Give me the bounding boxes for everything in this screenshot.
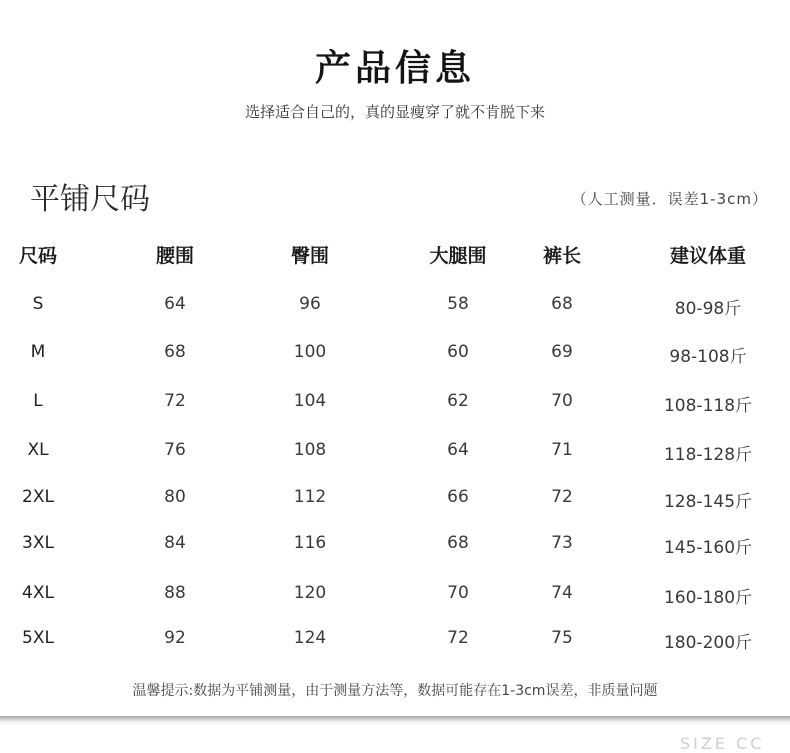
table-cell-length: 75	[551, 628, 573, 648]
column-header-length: 裤长	[542, 245, 582, 267]
table-cell-weight: 145-160斤	[663, 538, 753, 558]
table-cell-waist: 88	[164, 583, 186, 603]
table-cell-weight: 98-108斤	[669, 347, 747, 367]
table-cell-weight: 160-180斤	[663, 588, 753, 608]
table-cell-length: 71	[551, 440, 573, 460]
table-cell-weight: 108-118斤	[663, 396, 753, 416]
table-cell-weight: 128-145斤	[663, 492, 753, 512]
table-cell-thigh: 66	[447, 487, 469, 507]
bottom-divider-shadow	[0, 716, 790, 726]
column-header-waist: 腰围	[155, 245, 195, 267]
product-info-subtitle: 选择适合自己的，真的显瘦穿了就不肯脱下来	[244, 103, 545, 121]
table-cell-hip: 108	[293, 440, 327, 460]
table-cell-thigh: 64	[447, 440, 469, 460]
table-cell-hip: 96	[299, 294, 321, 314]
table-cell-waist: 64	[164, 294, 186, 314]
table-cell-waist: 92	[164, 628, 186, 648]
table-cell-waist: 80	[164, 487, 186, 507]
measurement-note: （人工测量．误差1-3cm）	[571, 190, 768, 208]
tip-text: 温馨提示:数据为平铺测量，由于测量方法等，数据可能存在1-3cm误差，非质量问题	[132, 683, 658, 699]
column-header-size: 尺码	[18, 245, 58, 267]
table-cell-thigh: 62	[447, 391, 469, 411]
table-cell-thigh: 60	[447, 342, 469, 362]
column-header-weight: 建议体重	[669, 245, 747, 267]
table-cell-weight: 118-128斤	[663, 445, 753, 465]
table-cell-length: 70	[551, 391, 573, 411]
table-cell-size: XL	[27, 440, 49, 460]
table-cell-size: S	[32, 294, 44, 314]
table-cell-hip: 104	[293, 391, 327, 411]
table-cell-hip: 112	[293, 487, 327, 507]
table-cell-weight: 180-200斤	[663, 633, 753, 653]
table-cell-waist: 84	[164, 533, 186, 553]
table-cell-size: M	[30, 342, 46, 362]
column-header-hip: 臀围	[290, 245, 330, 267]
table-cell-hip: 116	[293, 533, 327, 553]
table-cell-thigh: 72	[447, 628, 469, 648]
table-cell-length: 73	[551, 533, 573, 553]
table-cell-thigh: 58	[447, 294, 469, 314]
table-cell-thigh: 68	[447, 533, 469, 553]
table-cell-length: 69	[551, 342, 573, 362]
table-cell-waist: 68	[164, 342, 186, 362]
table-cell-length: 74	[551, 583, 573, 603]
corner-watermark-text: SIZE CC	[680, 734, 765, 753]
table-cell-hip: 100	[293, 342, 327, 362]
table-cell-size: 3XL	[22, 533, 54, 553]
table-cell-size: 4XL	[22, 583, 54, 603]
table-cell-hip: 120	[293, 583, 327, 603]
size-chart-title: 平铺尺码	[30, 182, 150, 217]
column-header-thigh: 大腿围	[429, 245, 487, 267]
table-cell-waist: 76	[164, 440, 186, 460]
table-cell-weight: 80-98斤	[674, 299, 742, 319]
table-cell-size: L	[33, 391, 43, 411]
table-cell-hip: 124	[293, 628, 327, 648]
table-cell-size: 5XL	[22, 628, 54, 648]
product-info-title: 产品信息	[314, 48, 475, 89]
table-cell-length: 68	[551, 294, 573, 314]
table-cell-size: 2XL	[22, 487, 54, 507]
table-cell-thigh: 70	[447, 583, 469, 603]
table-cell-waist: 72	[164, 391, 186, 411]
table-cell-length: 72	[551, 487, 573, 507]
